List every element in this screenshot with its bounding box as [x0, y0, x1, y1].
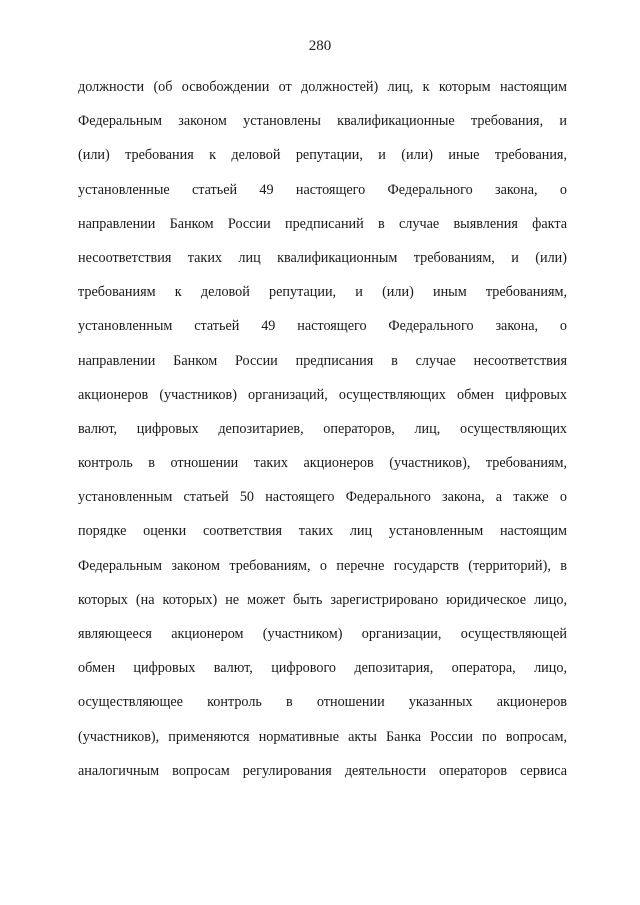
text-line: установленным статьей 50 настоящего Федерального закона, а также о [78, 489, 567, 506]
text-line: которых (на которых) не может быть зарегистрировано юридическое лицо, [78, 591, 567, 608]
text-line: контроль в отношении таких акционеров (участников), требованиям, [78, 455, 567, 472]
text-line: направлении Банком России предписаний в случае выявления факта [78, 215, 567, 232]
page-number: 280 [308, 38, 332, 54]
text-line: порядке оценки соответствия таких лиц установленным настоящим [78, 523, 567, 540]
text-line: обмен цифровых валют, цифрового депозитария, оператора, лицо, [78, 660, 567, 677]
text-line: валют, цифровых депозитариев, операторов, лиц, осуществляющих [78, 420, 567, 437]
text-line: аналогичным вопросам регулирования деятельности операторов сервиса [78, 762, 567, 779]
text-line: Федеральным законом установлены квалификационные требования, и [78, 113, 567, 130]
text-line: направлении Банком России предписания в случае несоответствия [78, 352, 567, 369]
text-line: должности (об освобождении от должностей) лиц, к которым настоящим [78, 79, 567, 95]
text-line: установленные статьей 49 настоящего Федерального закона, о [78, 181, 567, 198]
text-line: (участников), применяются нормативные акты Банка России по вопросам, [78, 728, 567, 745]
document-body [78, 70, 567, 788]
text-line: несоответствия таких лиц квалификационным требованиям, и (или) [78, 249, 567, 266]
text-line: (или) требования к деловой репутации, и (или) иные требования, [78, 147, 567, 164]
text-line: установленным статьей 49 настоящего Федерального закона, о [78, 318, 567, 335]
text-line: являющееся акционером (участником) организации, осуществляющей [78, 626, 567, 642]
text-line: Федеральным законом требованиям, о перечне государств (территорий), в [78, 557, 567, 574]
text-line: требованиям к деловой репутации, и (или) иным требованиям, [78, 284, 567, 301]
text-line: акционеров (участников) организаций, осуществляющих обмен цифровых [78, 386, 567, 403]
text-line: осуществляющее контроль в отношении указанных акционеров [78, 694, 567, 711]
